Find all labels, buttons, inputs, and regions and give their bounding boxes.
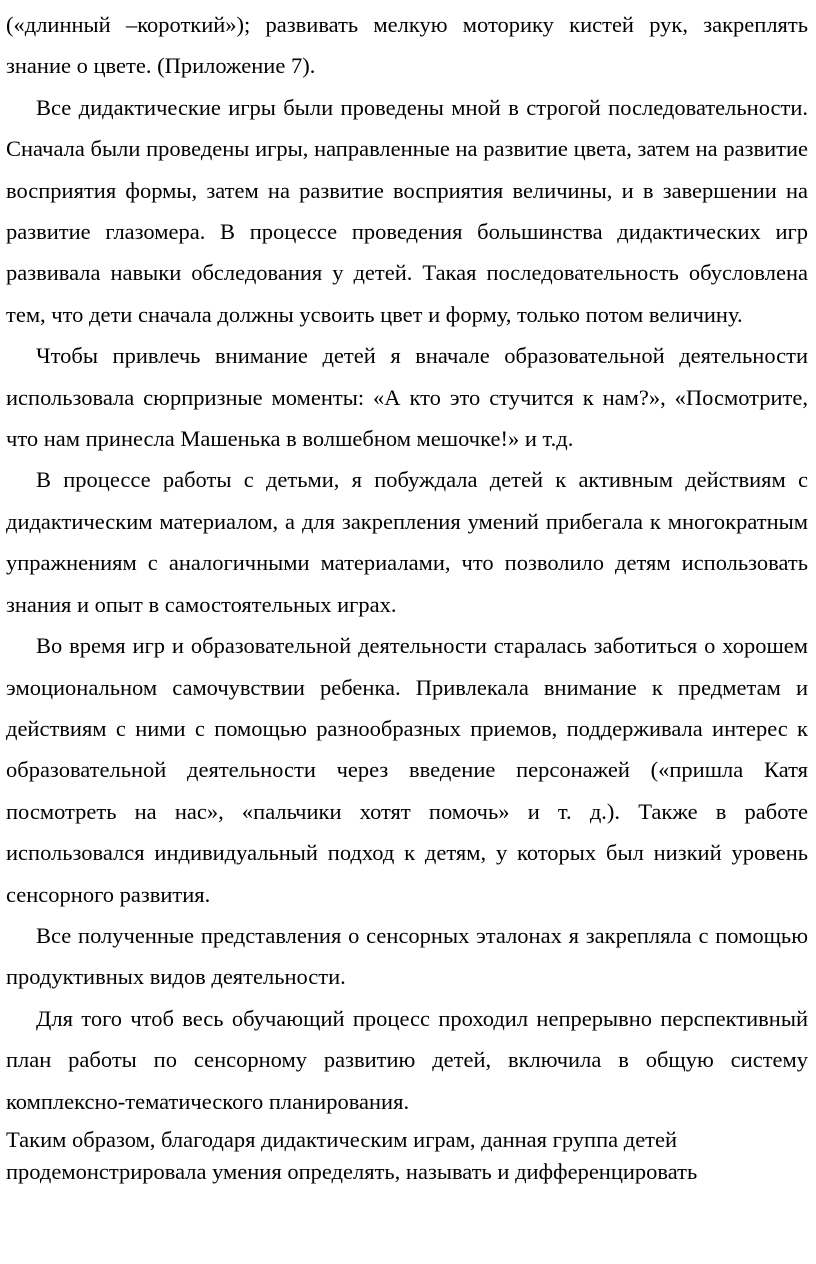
paragraph-8: Таким образом, благодаря дидактическим играм, данная группа детей продемонстрировала умения определять, называть и дифференцировать	[6, 1126, 698, 1184]
paragraph-3: Чтобы привлечь внимание детей я вначале образовательной деятельности использовала сюрпризные моменты: «А кто это стучится к нам?», «Посмотрите, что нам принесла Машенька в волшебном мешочке!» и т.д.	[6, 343, 808, 452]
paragraph-6: Все полученные представления о сенсорных эталонах я закрепляла с помощью продуктивных видов деятельности.	[6, 922, 808, 990]
paragraph-2: Все дидактические игры были проведены мной в строгой последовательности. Сначала были проведены игры, направленные на развитие цвета, затем на развитие восприятия формы, затем на развитие восприятия величины, и в завершении на развитие глазомера. В процессе проведения большинства дидактических игр развивала навыки обследования у детей. Такая последовательность обусловлена тем, что дети сначала должны усвоить цвет и форму, только потом величину.	[6, 94, 808, 327]
paragraph-5: Во время игр и образовательной деятельности старалась заботиться о хорошем эмоциональном самочувствии ребенка. Привлекала внимание к предметам и действиям с ними с помощью разнообразных приемов, поддерживала интерес к образовательной деятельности через введение персонажей («пришла Катя посмотреть на нас», «пальчики хотят помочь» и т. д.). Также в работе использовался индивидуальный подход к детям, у которых был низкий уровень сенсорного развития.	[6, 633, 808, 907]
paragraph-1: («длинный –короткий»); развивать мелкую моторику кистей рук, закреплять знание о цвете. (Приложение 7).	[6, 12, 808, 79]
paragraph-7: Для того чтоб весь обучающий процесс проходил непрерывно перспективный план работы по сенсорному развитию детей, включила в общую систему комплексно-тематического планирования.	[6, 1005, 808, 1114]
paragraph-4: В процессе работы с детьми, я побуждала детей к активным действиям с дидактическим материалом, а для закрепления умений прибегала к многократным упражнениям с аналогичными материалами, что позволило детям использовать знания и опыт в самостоятельных играх.	[6, 467, 808, 617]
